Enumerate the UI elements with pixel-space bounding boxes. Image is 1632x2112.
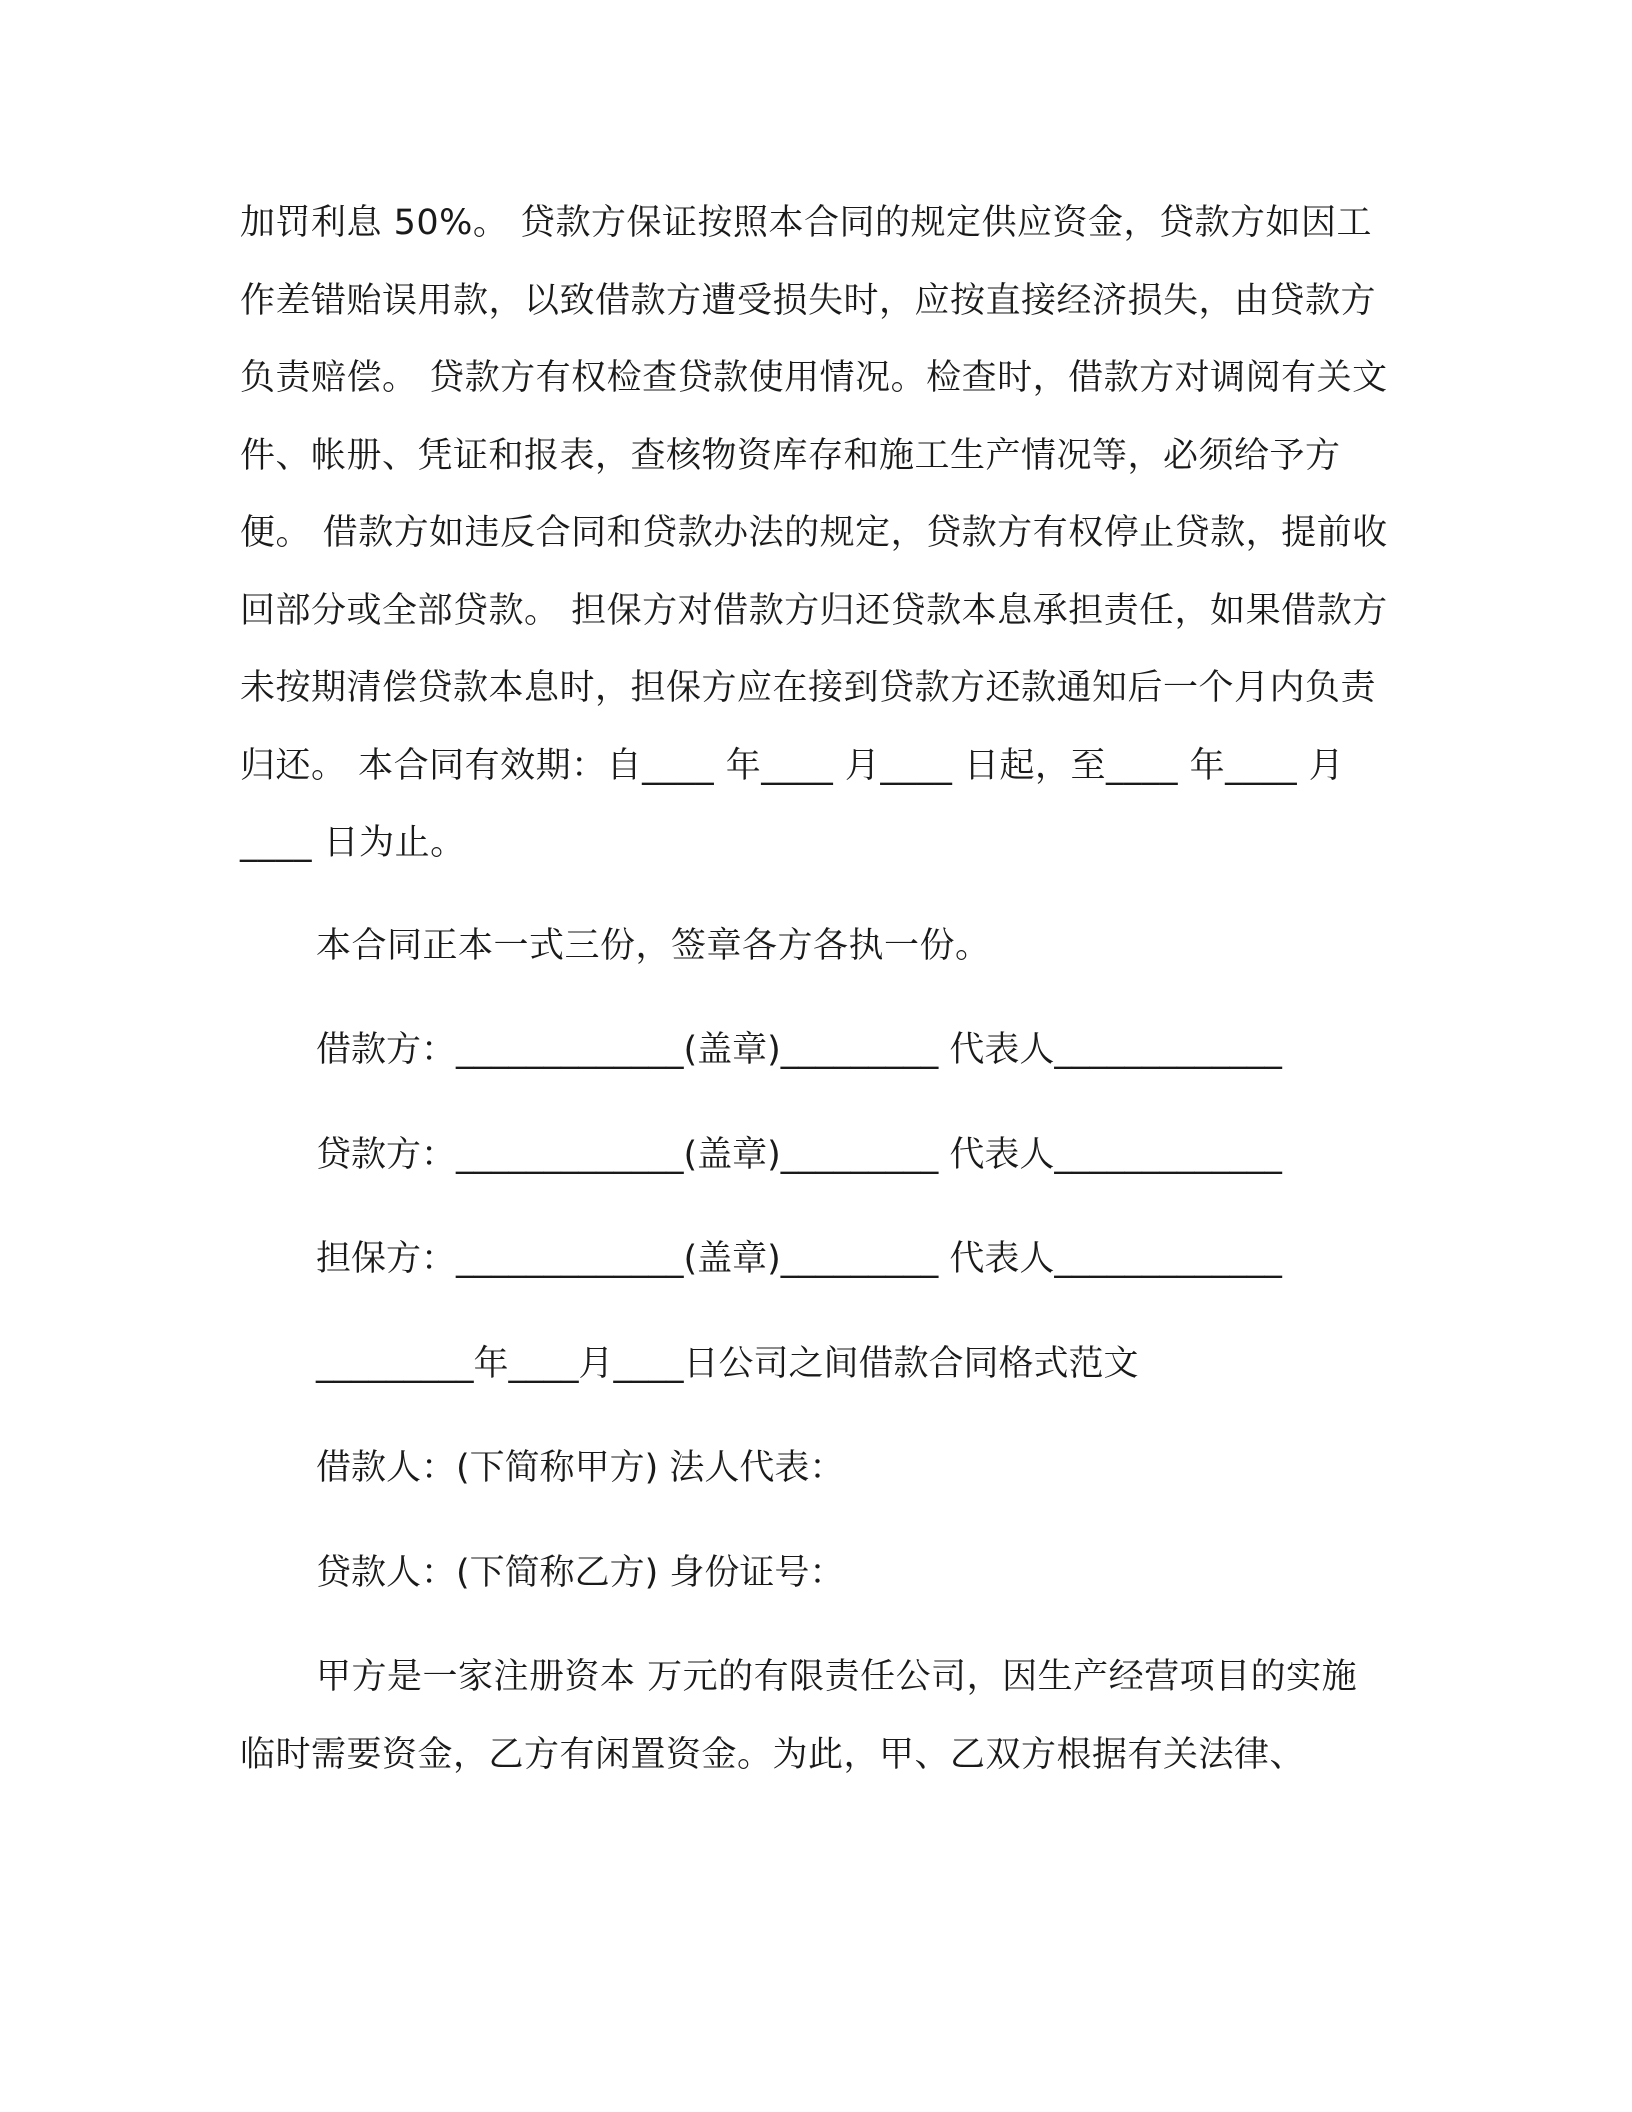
background-paragraph: 甲方是一家注册资本 万元的有限责任公司，因生产经营项目的实施临时需要资金，乙方有闲置资金。为此，甲、乙双方根据有关法律、 xyxy=(240,1657,1358,1775)
signature-borrower-line: 借款方：_____________(盖章)_________ 代表人_____________ xyxy=(316,1030,1282,1070)
signature-lender-line: 贷款方：_____________(盖章)_________ 代表人_____________ xyxy=(316,1134,1282,1175)
copies-paragraph: 本合同正本一式三份，签章各方各执一份。 xyxy=(316,925,991,966)
contract-terms-paragraph: 加罚利息 50%。 贷款方保证按照本合同的规定供应资金，贷款方如因工作差错贻误用款，以致借款方遭受损失时，应按直接经济损失，由贷款方负责赔偿。 贷款方有权检查贷款使用情况。检查时，借款方对调阅有关文件、帐册、凭证和报表，查核物资库存和施工生产情况等，必须给予方便。 借款方如违反合同和贷款办法的规定，贷款方有权停止贷款，提前收回部分或全部贷款。 担保方对借款方归还贷款本息承担责任，如果借款方未按期清偿贷款本息时，担保方应在接到贷款方还款通知后一个月内负责归还。 本合同有效期：自____ 年____ 月____ 日起，至____ 年____ 月____ 日为止。 xyxy=(240,203,1388,863)
signature-guarantor-line: 担保方：_____________(盖章)_________ 代表人_____________ xyxy=(316,1239,1282,1279)
date-title-line: _________年____月____日公司之间借款合同格式范文 xyxy=(316,1343,1139,1384)
lender-info-line: 贷款人：(下简称乙方) 身份证号： xyxy=(316,1552,845,1593)
document-page xyxy=(240,185,1390,1794)
borrower-info-line: 借款人：(下简称甲方) 法人代表： xyxy=(316,1448,845,1488)
